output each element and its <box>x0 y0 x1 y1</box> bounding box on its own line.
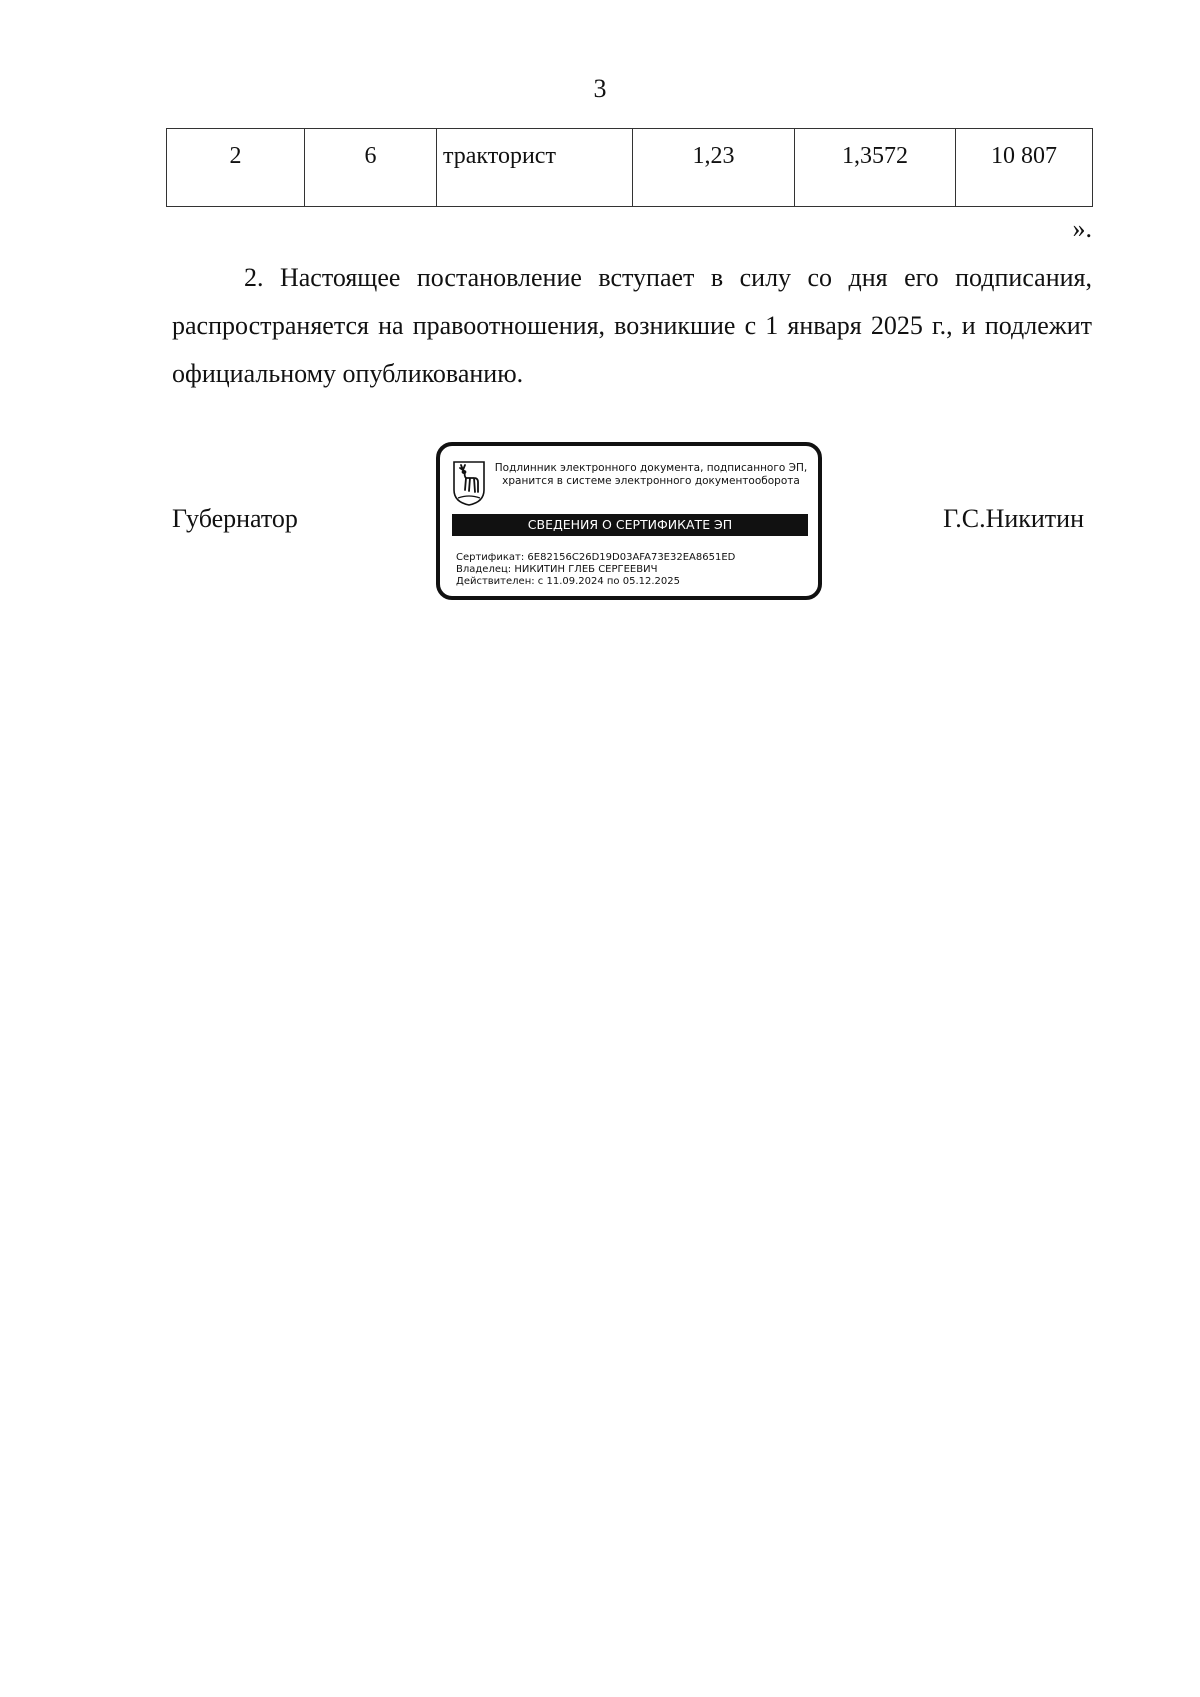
page-number: 3 <box>593 74 607 103</box>
stamp-header-line: хранится в системе электронного документооборота <box>502 475 800 487</box>
table-cell: 6 <box>305 129 437 207</box>
certificate-validity: Действителен: с 11.09.2024 по 05.12.2025 <box>456 576 680 587</box>
table-row <box>167 129 1093 207</box>
deer-coat-of-arms-icon <box>452 460 486 506</box>
table-cell: 1,23 <box>633 129 795 207</box>
paragraph-effective-date: 2. Настоящее постановление вступает в силу со дня его подписания, распространяется на правоотношения, возникшие с 1 января 2025 г., и подлежит официальному опубликованию. <box>172 263 1092 388</box>
signatory-name: Г.С.Никитин <box>943 504 1084 533</box>
closing-quote: ». <box>1072 214 1092 243</box>
certificate-number: Сертификат: 6E82156C26D19D03AFA73E32EA8651ED <box>456 552 736 563</box>
certificate-owner: Владелец: НИКИТИН ГЛЕБ СЕРГЕЕВИЧ <box>456 564 658 575</box>
stamp-title-bar: СВЕДЕНИЯ О СЕРТИФИКАТЕ ЭП <box>452 514 808 536</box>
stamp-header <box>490 462 812 488</box>
signatory-position: Губернатор <box>172 504 298 533</box>
stamp-header-line: Подлинник электронного документа, подписанного ЭП, <box>494 462 808 474</box>
stamp-certificate-info <box>456 552 735 588</box>
table-cell: 2 <box>167 129 305 207</box>
electronic-signature-stamp <box>436 442 822 600</box>
tariff-table <box>166 128 1093 207</box>
table-cell: тракторист <box>437 129 633 207</box>
table-cell: 10 807 <box>956 129 1093 207</box>
table-cell: 1,3572 <box>795 129 956 207</box>
